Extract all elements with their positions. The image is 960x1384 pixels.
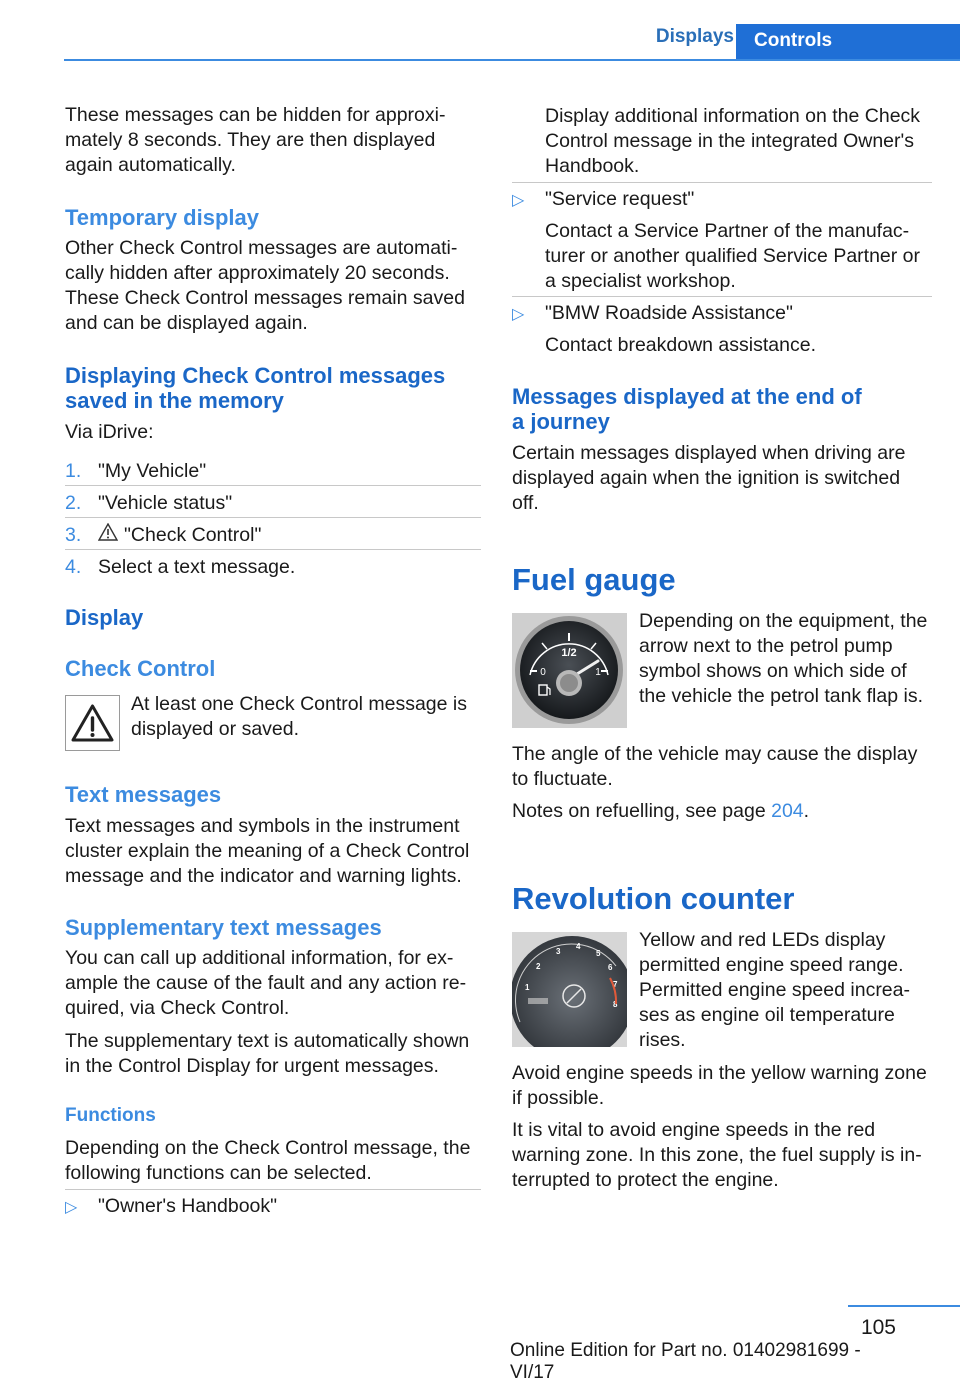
refuelling-note: Notes on refuelling, see page 204. bbox=[512, 800, 810, 822]
rev-tick-6: 6 bbox=[608, 963, 613, 972]
steps-list bbox=[65, 459, 481, 580]
rev-tick-7: 7 bbox=[613, 980, 618, 989]
tab-displays[interactable]: Displays bbox=[655, 26, 734, 47]
fuel-gauge-image bbox=[512, 613, 627, 728]
tab-controls[interactable]: Controls bbox=[736, 24, 960, 61]
text-messages-text: Text messages and symbols in the instrument cluster explain the meaning of a Check Control message and the indicator and warning lights. bbox=[65, 815, 470, 887]
functions-text: Depending on the Check Control message, the following functions can be selected. bbox=[65, 1137, 471, 1184]
heading-saved-line-2: saved in the memory bbox=[65, 388, 284, 413]
gauge-one-label: 1 bbox=[595, 667, 601, 678]
fuel-gauge-text: Depending on the equipment, the arrow next to the petrol pump symbol shows on which side of the vehicle the petrol tank flap is. bbox=[639, 610, 928, 707]
header-rule bbox=[64, 59, 960, 61]
list-item: 1. "My Vehicle" bbox=[65, 460, 207, 482]
rev-tick-4: 4 bbox=[576, 942, 581, 951]
end-of-journey-text: Certain messages displayed when driving are displayed again when the ignition is switched off. bbox=[512, 442, 906, 514]
heading-end-of-journey: Messages displayed at the end of a journey bbox=[512, 384, 862, 434]
supplementary-text-2: The supplementary text is automatically shown in the Control Display for urgent messages. bbox=[65, 1030, 470, 1077]
bullet-triangle-icon: ▷ bbox=[65, 1199, 78, 1216]
rev-tick-5: 5 bbox=[596, 949, 601, 958]
via-idrive-text: Via iDrive: bbox=[65, 421, 154, 443]
list-item: ▷ "Service request" bbox=[512, 187, 694, 213]
heading-display: Display bbox=[65, 605, 144, 630]
supplementary-text-1: You can call up additional information, for ex-ample the cause of the fault and any action re-quired, via Check Control. bbox=[65, 947, 467, 1019]
heading-revolution-counter: Revolution counter bbox=[512, 881, 795, 916]
list-item: ▷ "BMW Roadside Assistance" bbox=[512, 301, 793, 327]
revolution-counter-text-2: Avoid engine speeds in the yellow warning zone if possible. bbox=[512, 1062, 927, 1109]
gauge-half-label: 1/2 bbox=[561, 647, 577, 659]
bullet-triangle-icon: ▷ bbox=[512, 192, 525, 209]
check-control-text: At least one Check Control message is displayed or saved. bbox=[131, 693, 467, 740]
gauge-zero-label: 0 bbox=[540, 667, 546, 678]
list-item: 3. "Check Control" bbox=[65, 524, 262, 546]
rev-tick-2: 2 bbox=[536, 962, 541, 971]
rev-tick-3: 3 bbox=[556, 947, 561, 956]
service-text: Contact a Service Partner of the manufac-turer or another qualified Service Partner or a specialist workshop. bbox=[545, 220, 921, 292]
list-item: ▷ "Owner's Handbook" bbox=[65, 1194, 277, 1220]
temporary-display-text: Other Check Control messages are automati-cally hidden after approximately 20 seconds. These Check Control messages remain saved and can be displayed again. bbox=[65, 237, 465, 334]
list-item: 4. Select a text message. bbox=[65, 556, 296, 578]
revolution-counter-text: Yellow and red LEDs display permitted engine speed range. Permitted engine speed increa-ses as engine oil temperature rises. bbox=[639, 929, 910, 1051]
bullet-triangle-icon: ▷ bbox=[512, 306, 525, 323]
page-number: 105 bbox=[860, 1316, 896, 1339]
heading-check-control: Check Control bbox=[65, 656, 216, 681]
heading-text-messages: Text messages bbox=[65, 782, 222, 807]
handbook-text: Display additional information on the Check Control message in the integrated Owner's Handbook. bbox=[545, 105, 921, 177]
footer-rule bbox=[848, 1305, 960, 1307]
heading-saved-messages bbox=[65, 363, 481, 413]
heading-saved-line-1: Displaying Check Control messages bbox=[65, 363, 446, 388]
revolution-counter-text-3: It is vital to avoid engine speeds in the red warning zone. In this zone, the fuel supply is in-terrupted to protect the engine. bbox=[512, 1119, 922, 1191]
heading-functions: Functions bbox=[65, 1105, 156, 1126]
heading-supplementary-text: Supplementary text messages bbox=[65, 915, 382, 940]
heading-temporary-display: Temporary display bbox=[65, 205, 259, 230]
list-item: 2. "Vehicle status" bbox=[65, 492, 233, 514]
intro-text: These messages can be hidden for approxi-mately 8 seconds. They are then displayed again automatically. bbox=[65, 104, 446, 176]
fuel-gauge-text-2: The angle of the vehicle may cause the display to fluctuate. bbox=[512, 743, 918, 790]
warning-triangle-icon bbox=[65, 695, 120, 751]
page-header bbox=[0, 0, 960, 62]
revolution-counter-image bbox=[512, 932, 627, 1047]
heading-fuel-gauge: Fuel gauge bbox=[512, 562, 676, 597]
page-link-204[interactable]: 204 bbox=[771, 800, 804, 822]
rev-tick-1: 1 bbox=[525, 983, 530, 992]
roadside-text: Contact breakdown assistance. bbox=[545, 334, 816, 356]
edition-line: Online Edition for Part no. 01402981699 - VI/17 bbox=[510, 1340, 861, 1383]
rev-tick-8: 8 bbox=[613, 1000, 618, 1009]
warning-triangle-icon bbox=[98, 523, 124, 548]
